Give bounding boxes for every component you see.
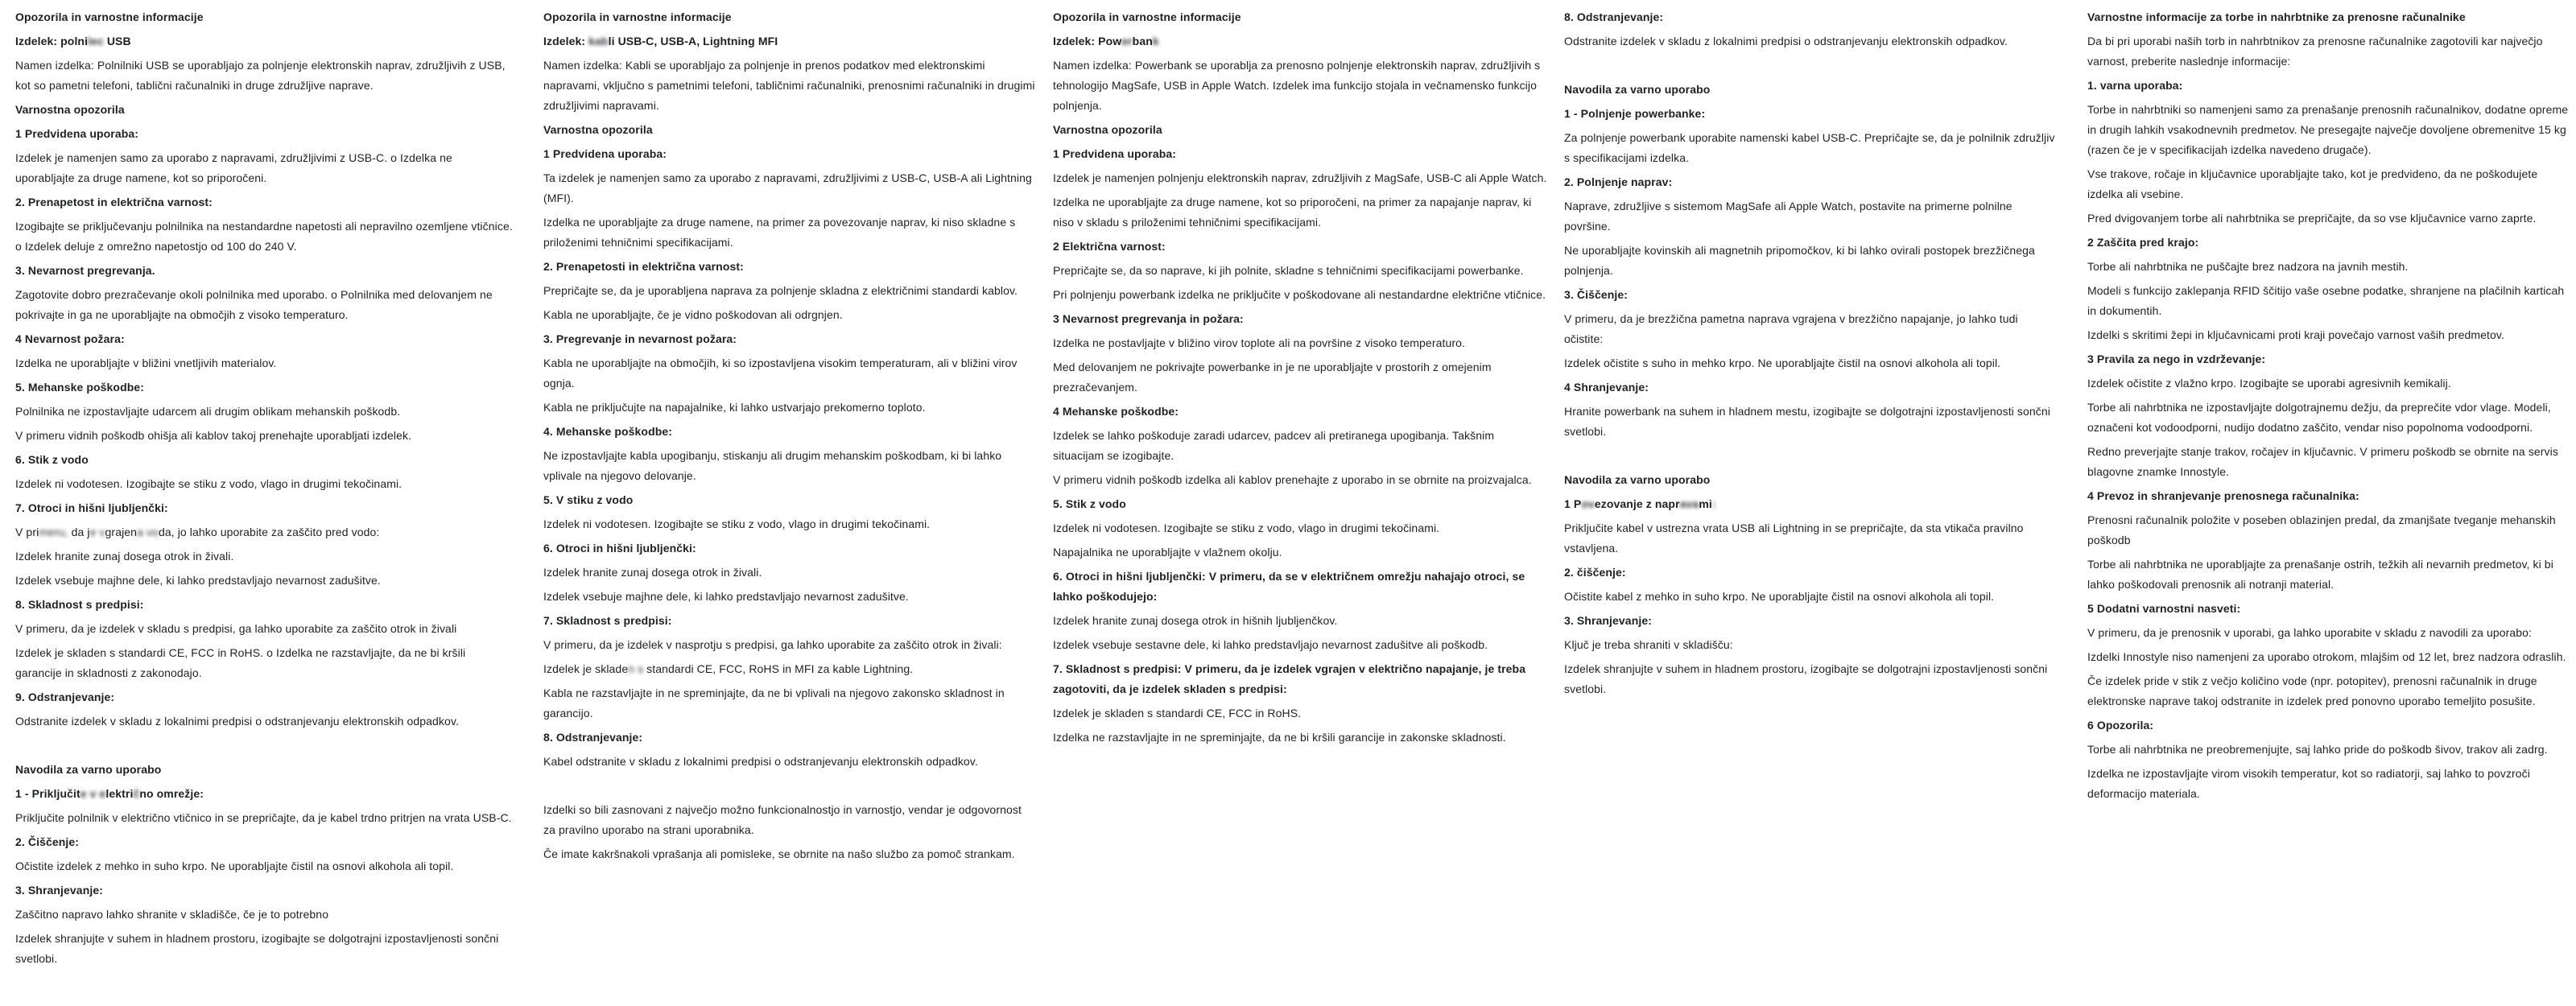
paragraph <box>543 659 1036 679</box>
paragraph: Izogibajte se priključevanju polnilnika na nestandardne napetosti ali nepravilno ozemljene vtičnice. o Izdelek deluje z omrežno napetostjo od 100 do 240 V. <box>15 220 513 253</box>
section-heading <box>15 31 513 52</box>
paragraph: Pri polnjenju powerbank izdelka ne priključite v poškodovane ali nestandardne električne vtičnice. <box>1053 288 1546 301</box>
section-heading: 3. Shranjevanje: <box>1564 614 1652 627</box>
paragraph: Izdelek je namenjen polnjenju elektronskih naprav, združljivih z MagSafe, USB-C ali Apple Watch. <box>1053 171 1547 184</box>
paragraph: V primeru, da je prenosnik v uporabi, ga lahko uporabite v skladu z navodili za uporabo: <box>2087 626 2533 639</box>
paragraph: Prepričajte se, da je uporabljena naprava za polnjenje skladna z električnimi standardi kablov. <box>543 284 1018 297</box>
section-heading: Varnostne informacije za torbe in nahrbtnike za prenosne računalnike <box>2087 10 2466 23</box>
paragraph: Polnilnika ne izpostavljajte udarcem ali drugim oblikam mehanskih poškodb. <box>15 405 401 418</box>
paragraph: Zaščitno napravo lahko shranite v skladišče, če je to potrebno <box>15 908 329 921</box>
section-heading: 1. varna uporaba: <box>2087 79 2183 92</box>
section-heading: Varnostna opozorila <box>1053 123 1162 136</box>
paragraph: Izdelek je namenjen samo za uporabo z napravami, združljivimi z USB-C. o Izdelka ne uporabljajte za druge namene, kot so priporočeni. <box>15 151 452 184</box>
text-run: Izdelek je sklade <box>543 662 629 675</box>
paragraph: V primeru, da je brezžična pametna naprava vgrajena v brezžično napajanje, jo lahko tudi očistite: <box>1564 312 2018 345</box>
paragraph: Izdelek hranite zunaj dosega otrok in hišnih ljubljenčkov. <box>1053 614 1338 627</box>
paragraph: Izdelek shranjujte v suhem in hladnem prostoru, izogibajte se dolgotrajni izpostavljenosti sončni svetlobi. <box>1564 662 2048 695</box>
paragraph: Izdelek hranite zunaj dosega otrok in živali. <box>543 566 762 579</box>
text-run: Izdelek: <box>543 35 589 47</box>
section-heading: 3. Čiščenje: <box>1564 288 1629 301</box>
paragraph: Kabel odstranite v skladu z lokalnimi predpisi o odstranjevanju elektronskih odpadkov. <box>543 755 978 768</box>
section-heading: Navodila za varno uporabo <box>1564 473 1711 486</box>
text-run: ban <box>1132 35 1153 47</box>
paragraph: Pred dvigovanjem torbe ali nahrbtnika se prepričajte, da so vse ključavnice varno zaprte. <box>2087 212 2537 225</box>
section-heading: Navodila za varno uporabo <box>15 763 162 776</box>
text-run: da j <box>68 526 90 538</box>
section-heading: 2 Električna varnost: <box>1053 240 1166 253</box>
section-heading: 9. Odstranjevanje: <box>15 691 115 703</box>
text-run: V pri <box>15 526 39 538</box>
paragraph <box>15 522 513 542</box>
section-heading: Varnostna opozorila <box>543 123 653 136</box>
blurred-text-run: č <box>133 787 140 800</box>
blurred-text-run: n s <box>628 662 644 675</box>
paragraph: Hranite powerbank na suhem in hladnem mestu, izogibajte se dolgotrajni izpostavljenosti sončni svetlobi. <box>1564 405 2050 438</box>
section-heading: 3 Nevarnost pregrevanja in požara: <box>1053 312 1244 325</box>
paragraph: Odstranite izdelek v skladu z lokalnimi predpisi o odstranjevanju elektronskih odpadkov. <box>1564 35 2008 47</box>
paragraph: Izdelek ni vodotesen. Izogibajte se stiku z vodo, vlago in drugimi tekočinami. <box>1053 522 1440 534</box>
section-heading: 7. Skladnost s predpisi: <box>543 614 672 627</box>
paragraph: Da bi pri uporabi naših torb in nahrbtnikov za prenosne računalnike zagotovili kar največjo varnost, preberite naslednje informacije: <box>2087 35 2543 68</box>
section-heading: 7. Skladnost s predpisi: V primeru, da je izdelek vgrajen v električno napajanje, je treba zagotoviti, da je izdelek skladen s predpisi: <box>1053 662 1526 695</box>
paragraph: Naprave, združljive s sistemom MagSafe ali Apple Watch, postavite na primerne polnilne površine. <box>1564 200 2013 233</box>
paragraph: Ta izdelek je namenjen samo za uporabo z napravami, združljivimi z USB-C, USB-A ali Lightning (MFI). <box>543 171 1032 204</box>
section-heading: 2. Polnjenje naprav: <box>1564 175 1673 188</box>
paragraph: Namen izdelka: Kabli se uporabljajo za polnjenje in prenos podatkov med elektronskimi napravami, vključno s pametnimi telefoni, tabličnimi računalniki, prenosnimi računalniki in drugimi združljivimi napravami. <box>543 59 1035 112</box>
spacer <box>1564 56 2058 76</box>
paragraph: Izdelka ne razstavljajte in ne spreminjajte, da ne bi kršili garancije in zakonske skladnosti. <box>1053 731 1506 744</box>
text-run: USB <box>103 35 131 47</box>
section-heading: 3. Pregrevanje in nevarnost požara: <box>543 332 737 345</box>
blurred-text-run: e v e <box>80 787 106 800</box>
column-powerbank-instructions <box>1564 7 2058 703</box>
paragraph: Med delovanjem ne pokrivajte powerbanke in je ne uporabljajte v prostorih z omejenim prezračevanjem. <box>1053 361 1492 394</box>
section-heading: 5. V stiku z vodo <box>543 493 634 506</box>
paragraph: Izdelek se lahko poškoduje zaradi udarcev, padcev ali pretiranega upogibanja. Takšnim situacijam se izogibajte. <box>1053 429 1495 462</box>
paragraph: Odstranite izdelek v skladu z lokalnimi predpisi o odstranjevanju elektronskih odpadkov. <box>15 715 459 728</box>
text-run: li USB-C, USB-A, Lightning MFI <box>608 35 778 47</box>
section-heading: 6. Stik z vodo <box>15 453 89 466</box>
section-heading <box>15 784 513 804</box>
section-heading: 3. Shranjevanje: <box>15 884 103 897</box>
blurred-text-run: : <box>1711 497 1716 510</box>
paragraph: Izdelek je skladen s standardi CE, FCC in RoHS. o Izdelka ne razstavljajte, da ne bi kršili garancije in skladnosti z zakonodajo. <box>15 646 466 679</box>
blurred-text-run: k <box>1152 35 1159 47</box>
text-run: Izdelek: polni <box>15 35 89 47</box>
paragraph: Torbe ali nahrbtnika ne izpostavljajte dolgotrajnemu dežju, da preprečite vdor vlage. Modeli, označeni kot vodoodporni, nudijo dodatno zaščito, vendar niso popolnoma vodoodporni. <box>2087 401 2551 434</box>
blurred-text-run: kab <box>588 35 609 47</box>
paragraph: Izdelka ne uporabljajte za druge namene, kot so priporočeni, na primer za napajanje naprav, ki niso v skladu s priloženimi tehničnimi specifikacijami. <box>1053 196 1532 229</box>
text-run: no omrežje: <box>139 787 204 800</box>
blurred-text-run: a vo <box>137 526 159 538</box>
section-heading: 1 Predvidena uporaba: <box>1053 147 1177 160</box>
text-run: ezovanje z napr <box>1594 497 1680 510</box>
section-heading <box>1053 31 1548 52</box>
section-heading: Opozorila in varnostne informacije <box>543 10 732 23</box>
section-heading <box>1564 494 2058 514</box>
paragraph: V primeru, da je izdelek v nasprotju s predpisi, ga lahko uporabite za zaščito otrok in živali: <box>543 638 1002 651</box>
column-powerbank <box>1053 7 1548 752</box>
column-usb-charger <box>15 7 513 973</box>
section-heading: 5. Mehanske poškodbe: <box>15 381 145 394</box>
section-heading: 2. Čiščenje: <box>15 835 80 848</box>
spacer <box>543 776 1036 796</box>
section-heading: Navodila za varno uporabo <box>1564 83 1711 96</box>
text-run: da, jo lahko uporabite za zaščito pred vodo: <box>158 526 380 538</box>
paragraph: Izdelek shranjujte v suhem in hladnem prostoru, izogibajte se dolgotrajni izpostavljenosti sončni svetlobi. <box>15 932 499 965</box>
paragraph: Izdelek ni vodotesen. Izogibajte se stiku z vodo, vlago in drugimi tekočinami. <box>543 517 931 530</box>
paragraph: Torbe ali nahrbtnika ne puščajte brez nadzora na javnih mestih. <box>2087 260 2409 273</box>
paragraph: Izdelek vsebuje majhne dele, ki lahko predstavljajo nevarnost zadušitve. <box>15 574 381 587</box>
blurred-text-run: ov <box>1581 497 1595 510</box>
paragraph: Vse trakove, ročaje in ključavnice uporabljajte tako, kot je predvideno, da ne poškodujete izdelka ali vsebine. <box>2087 167 2538 200</box>
section-heading: 3. Nevarnost pregrevanja. <box>15 264 155 277</box>
paragraph: Izdelka ne izpostavljajte virom visokih temperatur, kot so radiatorji, saj lahko to povzroči deformacijo materiala. <box>2087 767 2530 800</box>
text-run: standardi CE, FCC, RoHS in MFI za kable Lightning. <box>643 662 914 675</box>
section-heading: 2 Zaščita pred krajo: <box>2087 236 2199 249</box>
paragraph: Kabla ne priključujte na napajalnike, ki lahko ustvarjajo prekomerno toploto. <box>543 401 926 414</box>
section-heading: Opozorila in varnostne informacije <box>1053 10 1241 23</box>
section-heading: 4 Shranjevanje: <box>1564 381 1649 394</box>
paragraph: Priključite polnilnik v električno vtičnico in se prepričajte, da je kabel trdno pritrjen na vrata USB-C. <box>15 811 512 824</box>
paragraph: Ne uporabljajte kovinskih ali magnetnih pripomočkov, ki bi lahko ovirali postopek brezžičnega polnjenja. <box>1564 244 2035 277</box>
paragraph: V primeru vidnih poškodb izdelka ali kablov prenehajte z uporabo in se obrnite na proizvajalca. <box>1053 473 1532 486</box>
text-run: lektri <box>105 787 134 800</box>
text-run: grajen <box>105 526 138 538</box>
paragraph: Če izdelek pride v stik z večjo količino vode (npr. potopitev), prenosni računalnik in druge elektronske naprave takoj odstranite in izdelek pred ponovno uporabo temeljito posušite. <box>2087 674 2537 707</box>
spacer <box>1564 446 2058 466</box>
paragraph: Izdelek vsebuje majhne dele, ki lahko predstavljajo nevarnost zadušitve. <box>543 590 909 603</box>
column-cables <box>543 7 1036 868</box>
paragraph: Za polnjenje powerbank uporabite namenski kabel USB-C. Prepričajte se, da je polnilnik združljiv s specifikacijami izdelka. <box>1564 131 2055 164</box>
section-heading: 6 Opozorila: <box>2087 719 2154 732</box>
section-heading: 6. Otroci in hišni ljubljenčki: <box>543 542 696 555</box>
blurred-text-run: lec <box>88 35 104 47</box>
section-heading: 2. Prenapetost in električna varnost: <box>15 196 213 208</box>
column-laptop-bags <box>2087 7 2570 808</box>
paragraph: Izdelki Innostyle niso namenjeni za uporabo otrokom, mlajšim od 12 let, brez nadzora odraslih. <box>2087 650 2566 663</box>
section-heading: 4 Prevoz in shranjevanje prenosnega računalnika: <box>2087 489 2359 502</box>
section-heading: Opozorila in varnostne informacije <box>15 10 204 23</box>
paragraph: Ne izpostavljajte kabla upogibanju, stiskanju ali drugim mehanskim poškodbam, ki bi lahko vplivale na njegovo delovanje. <box>543 449 1002 482</box>
paragraph: Izdelki so bili zasnovani z največjo možno funkcionalnostjo in varnostjo, vendar je odgovornost za pravilno uporabo na strani uporabnika. <box>543 803 1022 836</box>
paragraph: Napajalnika ne uporabljajte v vlažnem okolju. <box>1053 546 1282 559</box>
paragraph: Izdelka ne uporabljajte za druge namene, na primer za povezovanje naprav, ki niso skladne s priloženimi tehničnimi specifikacijami. <box>543 216 1016 249</box>
section-heading: 6. Otroci in hišni ljubljenčki: V primeru, da se v električnem omrežju nahajajo otroci, se lahko poškodujejo: <box>1053 570 1525 603</box>
paragraph: Izdelek očistite s suho in mehko krpo. Ne uporabljajte čistil na osnovi alkohola ali topil. <box>1564 357 2001 369</box>
paragraph: Izdelek hranite zunaj dosega otrok in živali. <box>15 550 234 563</box>
paragraph: Izdelek je skladen s standardi CE, FCC in RoHS. <box>1053 707 1302 719</box>
section-heading: 8. Odstranjevanje: <box>543 731 643 744</box>
blurred-text-run: er <box>1121 35 1133 47</box>
text-run: mi <box>1699 497 1712 510</box>
paragraph: Izdelki s skritimi žepi in ključavnicami proti kraji povečajo varnost vaših predmetov. <box>2087 328 2504 341</box>
paragraph: Zagotovite dobro prezračevanje okoli polnilnika med uporabo. o Polnilnika med delovanjem ne pokrivajte in ga ne uporabljajte na območjih z visoko temperaturo. <box>15 288 493 321</box>
paragraph: Prenosni računalnik položite v poseben oblazinjen predal, da zmanjšate tveganje mehanskih poškodb <box>2087 513 2556 546</box>
section-heading: 4 Nevarnost požara: <box>15 332 125 345</box>
paragraph: Torbe ali nahrbtnika ne preobremenjujte, saj lahko pride do poškodb šivov, trakov ali zadrg. <box>2087 743 2548 756</box>
paragraph: Namen izdelka: Polnilniki USB se uporabljajo za polnjenje elektronskih naprav, združljivih z USB, kot so pametni telefoni, tablični računalniki in druge združljive naprave. <box>15 59 506 92</box>
blurred-text-run: ava <box>1679 497 1699 510</box>
paragraph: Kabla ne uporabljajte, če je vidno poškodovan ali odrgnjen. <box>543 308 843 321</box>
text-run: Izdelek: Pow <box>1053 35 1122 47</box>
paragraph: V primeru vidnih poškodb ohišja ali kablov takoj prenehajte uporabljati izdelek. <box>15 429 412 442</box>
spacer <box>15 736 513 756</box>
section-heading: 4. Mehanske poškodbe: <box>543 425 673 438</box>
paragraph: Priključite kabel v ustrezna vrata USB ali Lightning in se prepričajte, da sta vtikača pravilno vstavljena. <box>1564 522 2024 555</box>
paragraph: Ključ je treba shraniti v skladišču: <box>1564 638 1733 651</box>
paragraph: Izdelek ni vodotesen. Izogibajte se stiku z vodo, vlago in drugimi tekočinami. <box>15 477 402 490</box>
section-heading: 5. Stik z vodo <box>1053 497 1126 510</box>
section-heading: 1 - Polnjenje powerbanke: <box>1564 107 1706 120</box>
paragraph: Redno preverjajte stanje trakov, ročajev in ključavnic. V primeru poškodb se obrnite na servis blagovne znamke Innostyle. <box>2087 445 2558 478</box>
text-run: 1 - Priključit <box>15 787 80 800</box>
section-heading: 5 Dodatni varnostni nasveti: <box>2087 602 2241 615</box>
section-heading: 8. Odstranjevanje: <box>1564 10 1664 23</box>
text-run: 1 P <box>1564 497 1582 510</box>
paragraph: Kabla ne razstavljajte in ne spreminjajte, da ne bi vplivali na njegovo zakonsko skladnost in garancijo. <box>543 686 1005 719</box>
paragraph: Torbe in nahrbtniki so namenjeni samo za prenašanje prenosnih računalnikov, dodatne opreme in drugih lahkih vsakodnevnih predmetov. Ne presegajte največje dovoljene obremenitve 15 kg (razen če je v specifikacijah izdelka navedeno drugače). <box>2087 103 2569 156</box>
section-heading: Varnostna opozorila <box>15 103 125 116</box>
section-heading: 1 Predvidena uporaba: <box>543 147 667 160</box>
blurred-text-run: e v <box>89 526 105 538</box>
paragraph: V primeru, da je izdelek v skladu s predpisi, ga lahko uporabite za zaščito otrok in živali <box>15 622 457 635</box>
section-heading <box>543 31 1036 52</box>
paragraph: Očistite kabel z mehko in suho krpo. Ne uporabljajte čistil na osnovi alkohola ali topil. <box>1564 590 1995 603</box>
section-heading: 1 Predvidena uporaba: <box>15 127 139 140</box>
blurred-text-run: meru, <box>39 526 68 538</box>
section-heading: 3 Pravila za nego in vzdrževanje: <box>2087 353 2266 365</box>
paragraph: Torbe ali nahrbtnika ne uporabljajte za prenašanje ostrih, težkih ali nevarnih predmetov, ki bi lahko poškodovali prenosnik ali notranji material. <box>2087 558 2553 591</box>
paragraph: Izdelka ne postavljajte v bližino virov toplote ali na površine z visoko temperaturo. <box>1053 336 1465 349</box>
section-heading: 2. čiščenje: <box>1564 566 1626 579</box>
section-heading: 7. Otroci in hišni ljubljenčki: <box>15 501 168 514</box>
section-heading: 8. Skladnost s predpisi: <box>15 598 144 611</box>
paragraph: Modeli s funkcijo zaklepanja RFID ščitijo vaše osebne podatke, shranjene na plačilnih karticah in dokumentih. <box>2087 284 2565 317</box>
paragraph: Izdelek očistite z vlažno krpo. Izogibajte se uporabi agresivnih kemikalij. <box>2087 377 2451 390</box>
section-heading: 4 Mehanske poškodbe: <box>1053 405 1179 418</box>
paragraph: Namen izdelka: Powerbank se uporablja za prenosno polnjenje elektronskih naprav, združljivih s tehnologijo MagSafe, USB in Apple Watch. Izdelek ima funkcijo stojala in večnamensko funkcijo polnjenja. <box>1053 59 1541 112</box>
paragraph: Izdelek vsebuje sestavne dele, ki lahko predstavljajo nevarnost zadušitve ali poškodb. <box>1053 638 1488 651</box>
paragraph: Očistite izdelek z mehko in suho krpo. Ne uporabljajte čistil na osnovi alkohola ali topil. <box>15 860 454 872</box>
paragraph: Izdelka ne uporabljajte v bližini vnetljivih materialov. <box>15 357 277 369</box>
paragraph: Kabla ne uporabljajte na območjih, ki so izpostavljena visokim temperaturam, ali v bližini virov ognja. <box>543 357 1018 390</box>
section-heading: 2. Prenapetosti in električna varnost: <box>543 260 744 273</box>
paragraph: Prepričajte se, da so naprave, ki jih polnite, skladne s tehničnimi specifikacijami powerbanke. <box>1053 264 1524 277</box>
paragraph: Če imate kakršnakoli vprašanja ali pomisleke, se obrnite na našo službo za pomoč strankam. <box>543 847 1015 860</box>
